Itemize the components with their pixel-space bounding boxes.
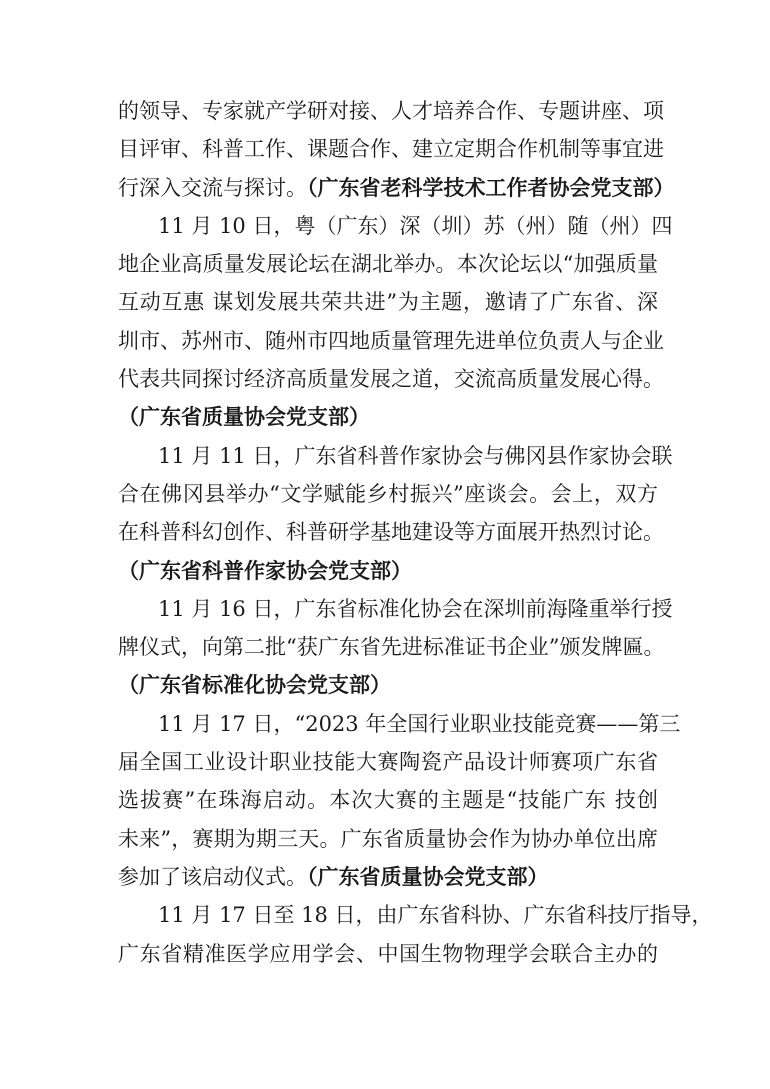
text-line: 广东省精准医学应用学会、中国生物物理学会联合主办的 [118, 941, 658, 966]
text-line: 目评审、科普工作、课题合作、建立定期合作机制等事宜进 [118, 137, 664, 162]
paragraph-start-line: 11 月 17 日至 18 日，由广东省科协、广东省科技厅指导， [158, 903, 713, 928]
text-line [118, 666, 658, 704]
text-line: 在科普科幻创作、科普研学基地建设等方面展开热烈讨论。 [118, 520, 664, 545]
text-line [118, 552, 658, 590]
document-page [118, 92, 713, 973]
source-note: （广东省质量协会党支部） [307, 863, 549, 889]
text-line: 的领导、专家就产学研对接、人才培养合作、专题讲座、项 [118, 99, 664, 123]
text-line [118, 398, 658, 436]
source-note: （广东省科普作家协会党支部） [118, 557, 412, 583]
text-line: 选拔赛”在珠海启动。本次大赛的主题是“技能广东 技创 [118, 788, 658, 813]
text-line: 圳市、苏州市、随州市四地质量管理先进单位负责人与企业 [118, 328, 664, 353]
paragraph-start-line: 11 月 10 日，粤（广东）深（圳）苏（州）随（州）四 [158, 213, 673, 238]
text-line: 互动互惠 谋划发展共荣共进”为主题，邀请了广东省、深 [118, 290, 658, 315]
text-line: 参加了该启动仪式。（广东省质量协会党支部） [118, 863, 549, 889]
paragraph-start-line: 11 月 16 日，广东省标准化协会在深圳前海隆重举行授 [158, 596, 673, 621]
text-line: 行深入交流与探讨。（广东省老科学技术工作者协会党支部） [118, 174, 675, 200]
source-note: （广东省老科学技术工作者协会党支部） [307, 174, 675, 200]
text-line: 牌仪式，向第二批“获广东省先进标准证书企业”颁发牌匾。 [118, 635, 665, 660]
paragraph-start-line: 11 月 11 日，广东省科普作家协会与佛冈县作家协会联 [158, 443, 673, 468]
source-note: （广东省标准化协会党支部） [118, 672, 391, 698]
paragraph-start-line: 11 月 17 日，“2023 年全国行业职业技能竞赛——第三 [158, 711, 681, 736]
text-line: 未来”，赛期为期三天。广东省质量协会作为协办单位出席 [118, 826, 658, 851]
text-line: 届全国工业设计职业技能大赛陶瓷产品设计师赛项广东省 [118, 750, 658, 775]
text-line: 地企业高质量发展论坛在湖北举办。本次论坛以“加强质量 [118, 252, 658, 277]
source-note: （广东省质量协会党支部） [118, 404, 370, 430]
text-line: 合在佛冈县举办“文学赋能乡村振兴”座谈会。会上，双方 [118, 481, 658, 506]
text-line: 代表共同探讨经济高质量发展之道，交流高质量发展心得。 [118, 367, 664, 392]
